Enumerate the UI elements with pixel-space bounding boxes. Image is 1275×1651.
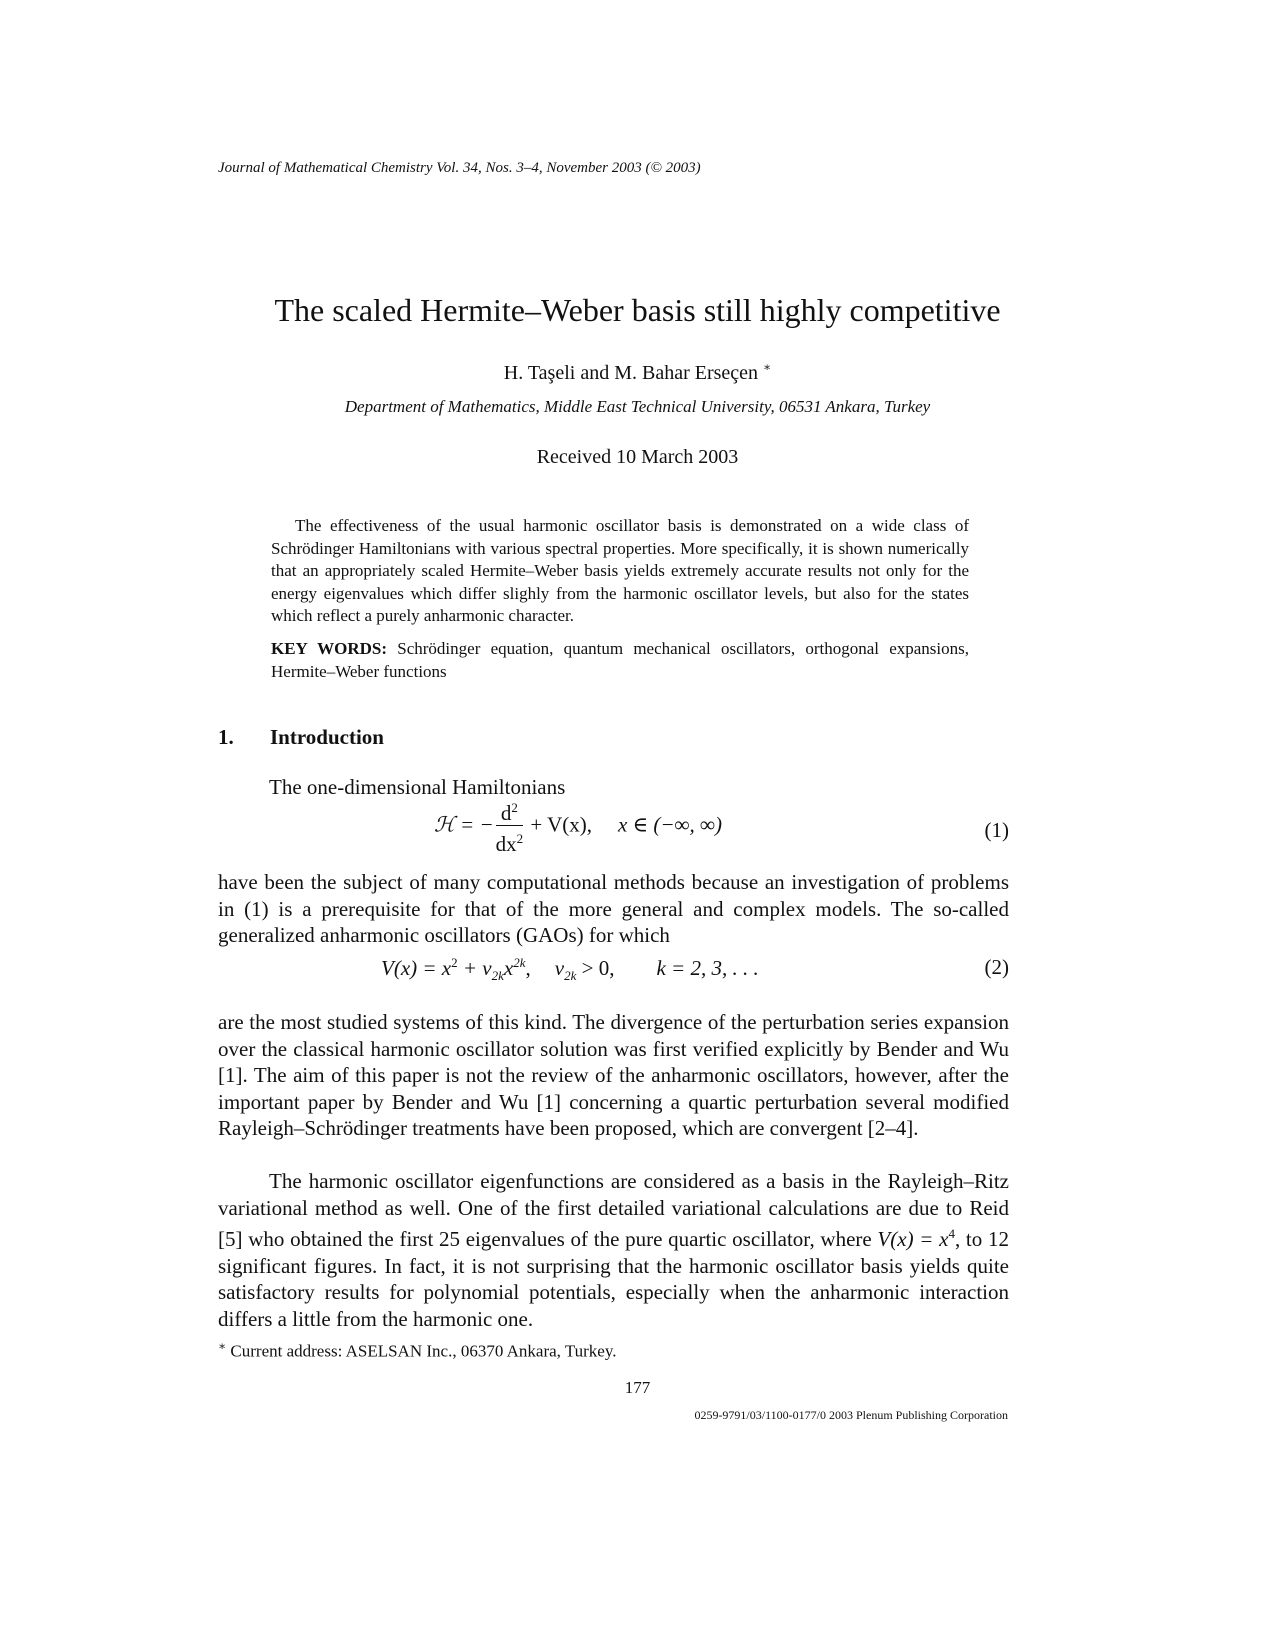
eq2-sub1: 2k <box>491 968 504 984</box>
eq1-rhs: + V(x), <box>525 812 592 837</box>
page-number: 177 <box>624 1378 651 1397</box>
eq2-sub2: 2k <box>564 968 577 984</box>
abstract: The effectiveness of the usual harmonic oscillator basis is demonstrated on a wide class of Schrödinger Hamiltonians with various spectral properties. More specifically, it is shown numerically that an appropriately scaled Hermite–Weber basis yields extremely accurate results not only for the energy eigenvalues which differ slighly from the harmonic oscillator levels, but also for the states which reflect a purely anharmonic character. <box>271 516 969 625</box>
equation-1-number: (1) <box>984 818 1009 842</box>
footnote-text: Current address: ASELSAN Inc., 06370 Ankara, Turkey. <box>226 1341 617 1361</box>
eq1-domain: x ∈ (−∞, ∞) <box>617 812 722 837</box>
footnote-mark: ∗ <box>218 1339 227 1353</box>
copyright-line: 0259-9791/03/1100-0177/0 2003 Plenum Publishing Corporation <box>694 1408 1008 1422</box>
eq1-num: d <box>500 801 512 825</box>
footnote <box>218 1339 617 1362</box>
section-title: Introduction <box>270 725 384 749</box>
eq2-plus: + v <box>457 956 492 980</box>
equation-2-number: (2) <box>984 955 1009 979</box>
eq2-cond: v <box>554 956 565 980</box>
author-names: H. Taşeli and M. Bahar Erseçen <box>503 362 759 384</box>
paragraph-3-b: , to 12 significant figures. In fact, it is not surprising that the harmonic oscillator basis yields quite satisfactory results for polynomial potentials, especially when the anharmonic interaction differs a little from the harmonic one. <box>218 1227 1009 1331</box>
paper-title: The scaled Hermite–Weber basis still highly competitive <box>274 292 1001 328</box>
affiliation: Department of Mathematics, Middle East Technical University, 06531 Ankara, Turkey <box>344 397 931 416</box>
keywords-label: KEY WORDS: <box>271 639 388 658</box>
paragraph-3-eq: V(x) = x <box>877 1227 949 1252</box>
equation-2 <box>381 955 759 984</box>
keywords-list: Schrödinger equation, quantum mechanical oscillators, orthogonal expansions, Hermite–Weber functions <box>271 639 970 681</box>
eq1-den-exp: 2 <box>516 831 524 846</box>
author-footnote-mark: ∗ <box>763 360 772 374</box>
eq1-fraction <box>496 796 524 857</box>
authors <box>0 362 1275 385</box>
keywords <box>271 638 969 683</box>
paragraph-3-a: The harmonic oscillator eigenfunctions are considered as a basis in the Rayleigh–Ritz variational method as well. One of the first detailed variational calculations are due to Reid [5] who obtained the first 25 eigenvalues of the pure quartic oscillator, where <box>218 1169 1009 1252</box>
paragraph-intro: The one-dimensional Hamiltonians <box>269 775 566 799</box>
paragraph-2: are the most studied systems of this kind. The divergence of the perturbation series expansion over the classical harmonic oscillator solution was first verified explicitly by Bender and Wu [1]. The aim of this paper is not the review of the anharmonic oscillators, however, after the important paper by Bender and Wu [1] concerning a quartic perturbation several modified Rayleigh–Schrödinger treatments have been proposed, which are convergent [2–4]. <box>218 1010 1009 1141</box>
received-date: Received 10 March 2003 <box>536 446 739 468</box>
eq1-lhs: ℋ = − <box>434 812 494 837</box>
eq2-x: x <box>503 956 514 980</box>
eq2-k: k = 2, 3, . . . <box>656 956 759 980</box>
equation-1 <box>434 796 722 857</box>
section-heading <box>218 725 384 750</box>
eq2-exp1: 2 <box>451 955 458 970</box>
eq1-den: dx <box>495 832 517 856</box>
eq1-num-exp: 2 <box>511 800 518 815</box>
eq2-cond-rest: > 0, <box>576 956 615 980</box>
paragraph-3 <box>218 1168 1009 1333</box>
eq2-exp2: 2k <box>513 955 526 970</box>
paragraph-1: have been the subject of many computational methods because an investigation of problems in (1) is a prerequisite for that of the more general and complex models. The so-called generalized anharmonic oscillators (GAOs) for which <box>218 870 1009 948</box>
eq2-lhs: V(x) = x <box>381 956 452 980</box>
journal-header: Journal of Mathematical Chemistry Vol. 34, Nos. 3–4, November 2003 (© 2003) <box>218 160 701 176</box>
eq2-comma: , <box>525 956 531 980</box>
section-number: 1. <box>218 725 234 749</box>
paragraph-3-exp: 4 <box>948 1226 955 1242</box>
